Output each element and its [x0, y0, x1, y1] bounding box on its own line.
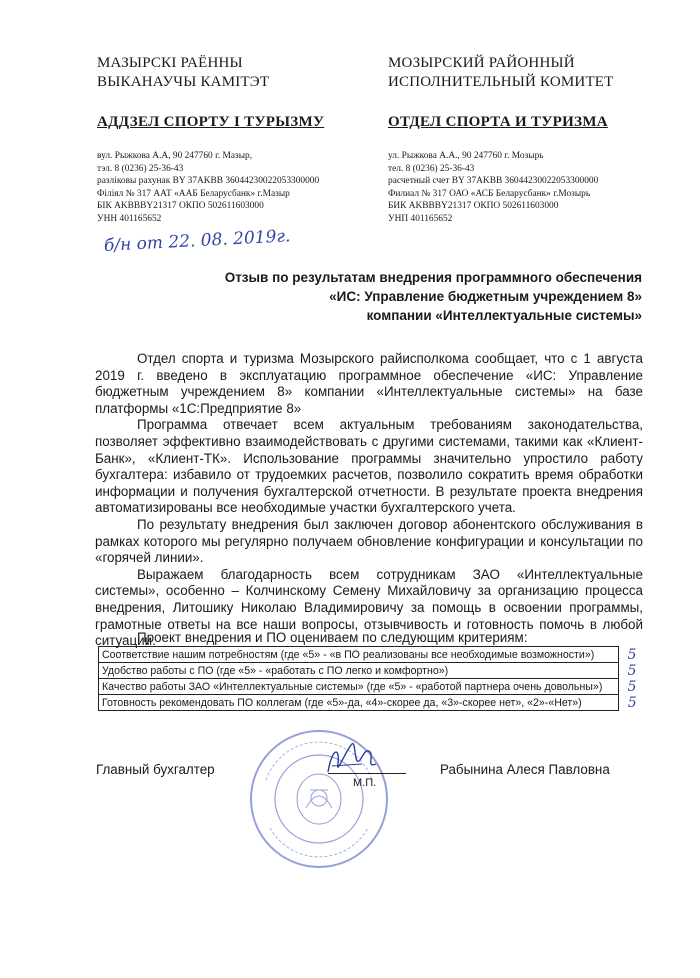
org-name-line1: МАЗЫРСКІ РАЁННЫ: [97, 55, 243, 71]
criterion-score: 5: [627, 662, 637, 679]
address-line: тэл. 8 (0236) 25-36-43: [97, 163, 184, 174]
stamp-place-label: М.П.: [353, 777, 377, 789]
address-line: расчетный счет BY 37AKBB 36044230022053300000: [388, 176, 599, 187]
criterion-text: Качество работы ЗАО «Интеллектуальные системы» (где «5» - «работой партнера очень довольны»): [99, 679, 619, 695]
criterion-score: 5: [627, 694, 637, 711]
table-row: [99, 679, 646, 695]
letter-body: [95, 351, 643, 650]
org-name-line2: ВЫКАНАУЧЫ КАМІТЭТ: [97, 74, 270, 90]
table-row: [99, 647, 646, 663]
address-line: БИК AKBBBY21317 ОКПО 502611603000: [388, 201, 559, 212]
handwritten-reference: б/н от 22. 08. 2019г.: [103, 226, 291, 256]
address-block: [388, 150, 668, 226]
body-paragraph: Выражаем благодарность всем сотрудникам ЗАО «Интеллектуальные системы», особенно – Колчинскому Семену Михайловичу за организацию процесса внедрения, Литошику Николаю Владимировичу за помощь в освоении программы, грамотные ответы на все наши вопросы, отзывчивость и готовность помочь в любой ситуации.: [95, 566, 643, 649]
org-name-line1: МОЗЫРСКИЙ РАЙОННЫЙ: [388, 55, 575, 71]
criterion-text: Удобство работы с ПО (где «5» - «работать с ПО легко и комфортно»): [99, 663, 619, 679]
title-line: Отзыв по результатам внедрения программного обеспечения: [224, 270, 642, 285]
address-line: БІК AKBBBY21317 ОКПО 502611603000: [97, 201, 264, 212]
document-title: [200, 268, 642, 325]
title-line: компании «Интеллектуальные системы»: [366, 308, 642, 323]
table-row: [99, 663, 646, 679]
signer-position: Главный бухгалтер: [96, 762, 215, 777]
department-name: АДДЗЕЛ СПОРТУ І ТУРЫЗМУ: [97, 114, 325, 130]
address-line: Філіял № 317 ААТ «ААБ Беларусбанк» г.Мазыр: [97, 188, 290, 199]
criterion-text: Соответствие нашим потребностям (где «5» - «в ПО реализованы все необходимые возможности»): [99, 647, 619, 663]
department-name: ОТДЕЛ СПОРТА И ТУРИЗМА: [388, 114, 608, 130]
criterion-text: Готовность рекомендовать ПО коллегам (где «5»-да, «4»-скорее да, «3»-скорее нет», «2»-«Нет»): [99, 695, 619, 711]
address-block: [97, 150, 367, 226]
title-line: «ИС: Управление бюджетным учреждением 8»: [329, 289, 642, 304]
signature-line: [328, 773, 406, 774]
address-line: тел. 8 (0236) 25-36-43: [388, 163, 475, 174]
body-paragraph: По результату внедрения был заключен договор абонентского обслуживания в рамках которого мы регулярно получаем обновление конфигурации и консультации по «горячей линии».: [95, 516, 643, 566]
address-line: Филиал № 317 ОАО «АСБ Беларусбанк» г.Мозырь: [388, 188, 591, 199]
org-name-line2: ИСПОЛНИТЕЛЬНЫЙ КОМИТЕТ: [388, 74, 614, 90]
criteria-table: [98, 646, 646, 711]
body-paragraph: Отдел спорта и туризма Мозырского райисполкома сообщает, что с 1 августа 2019 г. введено в эксплуатацию программное обеспечение «ИС: Управление бюджетным учреждением 8» компании «Интеллектуальные системы» на базе платформы «1С:Предприятие 8»: [95, 351, 643, 416]
address-line: ул. Рыжкова А.А., 90 247760 г. Мозырь: [388, 151, 544, 161]
signer-name: Рабынина Алеся Павловна: [440, 762, 610, 777]
address-line: вул. Рыжкова А.А, 90 247760 г. Мазыр,: [97, 151, 253, 161]
address-line: УНП 401165652: [388, 213, 453, 224]
body-paragraph: Программа отвечает всем актуальным требованиям законодательства, позволяет эффективно взаимодействовать с другими системами, такими как «Клиент-Банк», «Клиент-ТК». Использование программы значительно упростило работу бухгалтера: избавило от трудоемких расчетов, позволило сократить время обработки информации и получения бухгалтерской отчетности. В результате проекта внедрения автоматизированы все необходимые участки бухгалтерского учета.: [95, 417, 643, 516]
table-row: [99, 695, 646, 711]
letterhead-left: [97, 54, 367, 226]
address-line: УНН 401165652: [97, 213, 162, 224]
address-line: разліковы рахунак BY 37AKBB 36044230022053300000: [97, 176, 320, 187]
criteria-intro: Проект внедрения и ПО оцениваем по следующим критериям:: [137, 630, 528, 645]
criterion-score: 5: [627, 678, 637, 695]
letterhead-right: [388, 54, 668, 226]
criterion-score: 5: [627, 646, 637, 663]
